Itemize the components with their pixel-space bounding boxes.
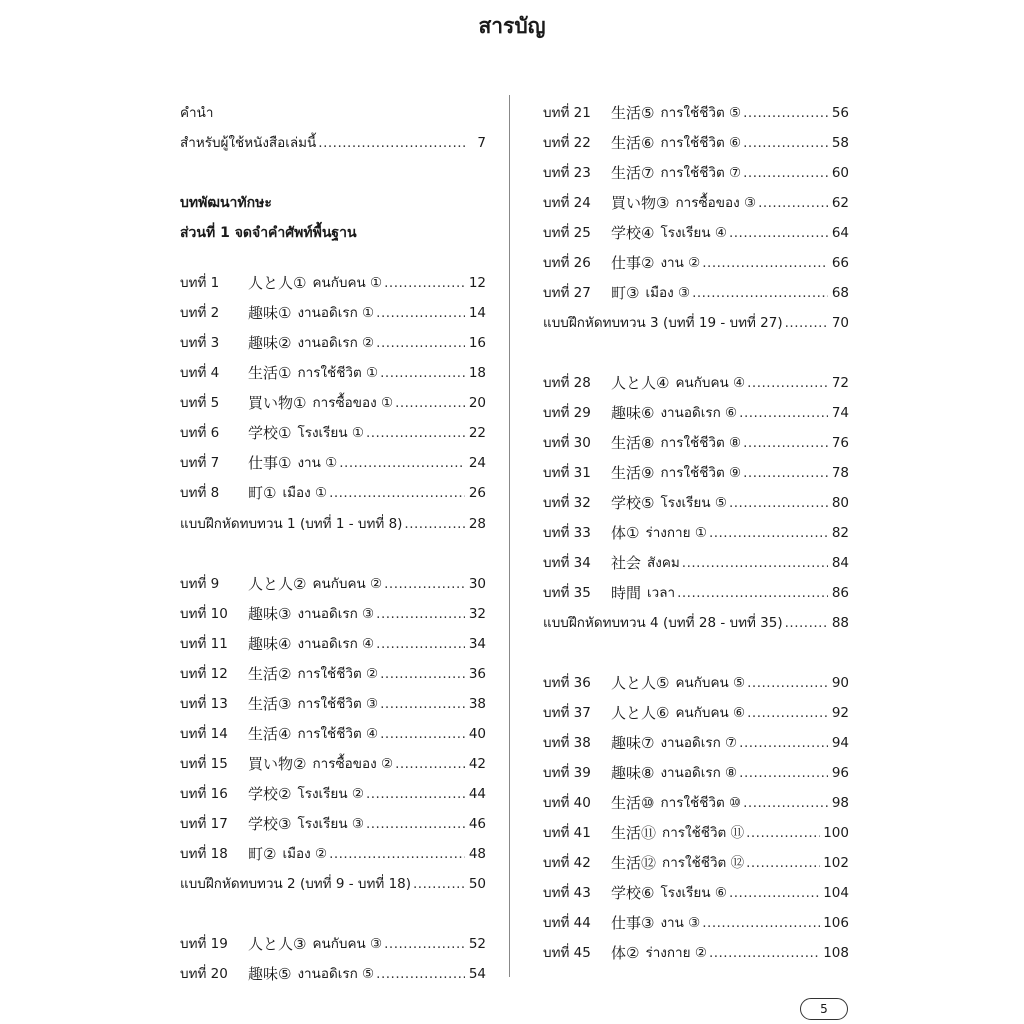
toc-lesson-entry	[543, 362, 849, 392]
lesson-label: บทที่ 25	[543, 225, 591, 241]
lesson-thai-title: ร่างกาย ②	[645, 945, 707, 961]
toc-lesson-entry	[180, 593, 486, 623]
lesson-label: บทที่ 40	[543, 795, 591, 811]
lesson-page: 56	[831, 105, 849, 121]
lesson-label: บทที่ 17	[180, 816, 228, 832]
toc-lesson-entry	[180, 412, 486, 442]
lesson-japanese-title: 人と人④	[611, 374, 670, 392]
dot-leader	[758, 194, 828, 212]
entry-page: 70	[831, 315, 849, 331]
lesson-thai-title: คนกับคน ①	[312, 275, 383, 291]
lesson-page: 102	[823, 855, 849, 871]
lesson-page: 108	[823, 945, 849, 961]
lesson-page: 26	[468, 485, 486, 501]
toc-lesson-entry	[543, 512, 849, 542]
dot-leader	[384, 935, 465, 953]
toc-entry	[180, 92, 486, 122]
lesson-page: 20	[468, 395, 486, 411]
toc-lesson-entry	[543, 572, 849, 602]
lesson-page: 64	[831, 225, 849, 241]
lesson-label: บทที่ 1	[180, 275, 220, 291]
toc-lesson-entry	[180, 653, 486, 683]
lesson-thai-title: โรงเรียน ②	[297, 786, 364, 802]
lesson-label: บทที่ 33	[543, 525, 591, 541]
toc-lesson-entry	[180, 352, 486, 382]
lesson-japanese-title: 生活①	[248, 364, 292, 382]
lesson-japanese-title: 趣味②	[248, 334, 292, 352]
lesson-page: 42	[468, 756, 486, 772]
lesson-japanese-title: 人と人⑤	[611, 674, 670, 692]
lesson-thai-title: โรงเรียน ④	[660, 225, 727, 241]
lesson-page: 38	[468, 696, 486, 712]
page-number: 5	[800, 998, 848, 1020]
lesson-thai-title: งาน ②	[660, 255, 701, 271]
dot-leader	[384, 274, 465, 292]
lesson-thai-title: การใช้ชีวิต ⑩	[660, 795, 742, 811]
dot-leader	[384, 575, 465, 593]
toc-lesson-entry	[180, 953, 486, 983]
lesson-label: บทที่ 3	[180, 335, 220, 351]
dot-leader	[739, 734, 828, 752]
lesson-thai-title: คนกับคน ④	[675, 375, 746, 391]
dot-leader	[729, 884, 820, 902]
toc-lesson-entry	[543, 872, 849, 902]
toc-lesson-entry	[180, 563, 486, 593]
dot-leader	[739, 404, 828, 422]
lesson-label: บทที่ 42	[543, 855, 591, 871]
entry-text: แบบฝึกหัดทบทวน 3 (บทที่ 19 - บทที่ 27)	[543, 315, 783, 331]
lesson-japanese-title: 町③	[611, 284, 640, 302]
lesson-label: บทที่ 2	[180, 305, 220, 321]
toc-lesson-entry	[180, 923, 486, 953]
toc-lesson-entry	[543, 782, 849, 812]
toc-entry	[180, 503, 486, 533]
toc-lesson-entry	[543, 542, 849, 572]
lesson-thai-title: งานอดิเรก ①	[297, 305, 375, 321]
lesson-page: 12	[468, 275, 486, 291]
lesson-label: บทที่ 11	[180, 636, 228, 652]
dot-leader	[702, 254, 828, 272]
dot-leader	[747, 374, 828, 392]
lesson-thai-title: โรงเรียน ⑥	[660, 885, 727, 901]
lesson-japanese-title: 学校④	[611, 224, 655, 242]
lesson-page: 66	[831, 255, 849, 271]
lesson-page: 82	[831, 525, 849, 541]
lesson-thai-title: งานอดิเรก ②	[297, 335, 375, 351]
dot-leader	[746, 854, 820, 872]
lesson-page: 72	[831, 375, 849, 391]
lesson-label: บทที่ 13	[180, 696, 228, 712]
lesson-label: บทที่ 28	[543, 375, 591, 391]
lesson-label: บทที่ 10	[180, 606, 228, 622]
lesson-japanese-title: 学校⑤	[611, 494, 655, 512]
lesson-label: บทที่ 24	[543, 195, 591, 211]
lesson-thai-title: งาน ①	[297, 455, 338, 471]
lesson-japanese-title: 町①	[248, 484, 277, 502]
dot-leader	[376, 965, 465, 983]
lesson-japanese-title: 体①	[611, 524, 640, 542]
lesson-label: บทที่ 38	[543, 735, 591, 751]
lesson-page: 52	[468, 936, 486, 952]
dot-leader	[329, 845, 465, 863]
toc-lesson-entry	[180, 472, 486, 502]
lesson-japanese-title: 趣味④	[248, 635, 292, 653]
toc-lesson-entry	[180, 803, 486, 833]
dot-leader	[339, 454, 465, 472]
toc-lesson-entry	[543, 452, 849, 482]
lesson-page: 96	[831, 765, 849, 781]
lesson-japanese-title: 体②	[611, 944, 640, 962]
toc-section-heading	[180, 182, 486, 212]
dot-leader	[376, 605, 465, 623]
lesson-page: 32	[468, 606, 486, 622]
dot-leader	[785, 614, 828, 632]
toc-entry	[543, 602, 849, 632]
toc-lesson-entry	[543, 152, 849, 182]
lesson-page: 14	[468, 305, 486, 321]
toc-lesson-entry	[543, 812, 849, 842]
lesson-page: 62	[831, 195, 849, 211]
dot-leader	[743, 464, 828, 482]
lesson-label: บทที่ 12	[180, 666, 228, 682]
toc-lesson-entry	[180, 743, 486, 773]
lesson-thai-title: เวลา	[647, 585, 676, 601]
lesson-japanese-title: 生活②	[248, 665, 292, 683]
toc-entry	[180, 122, 486, 152]
lesson-thai-title: การใช้ชีวิต ②	[297, 666, 379, 682]
toc-lesson-entry	[180, 382, 486, 412]
lesson-japanese-title: 生活③	[248, 695, 292, 713]
lesson-label: บทที่ 31	[543, 465, 591, 481]
lesson-page: 68	[831, 285, 849, 301]
toc-lesson-entry	[180, 623, 486, 653]
lesson-thai-title: งานอดิเรก ③	[297, 606, 375, 622]
lesson-japanese-title: 時間	[611, 584, 642, 602]
dot-leader	[747, 674, 828, 692]
lesson-thai-title: โรงเรียน ③	[297, 816, 364, 832]
lesson-label: บทที่ 32	[543, 495, 591, 511]
toc-lesson-entry	[543, 902, 849, 932]
toc-section-heading	[180, 212, 486, 242]
lesson-japanese-title: 仕事①	[248, 454, 292, 472]
lesson-thai-title: เมือง ②	[282, 846, 328, 862]
lesson-page: 84	[831, 555, 849, 571]
lesson-thai-title: งานอดิเรก ④	[297, 636, 375, 652]
heading-text: ส่วนที่ 1 จดจำคำศัพท์พื้นฐาน	[180, 225, 357, 241]
dot-leader	[682, 554, 828, 572]
lesson-page: 86	[831, 585, 849, 601]
toc-lesson-entry	[180, 713, 486, 743]
lesson-thai-title: งานอดิเรก ⑤	[297, 966, 375, 982]
lesson-japanese-title: 学校①	[248, 424, 292, 442]
lesson-label: บทที่ 23	[543, 165, 591, 181]
lesson-japanese-title: 趣味③	[248, 605, 292, 623]
lesson-thai-title: งานอดิเรก ⑥	[660, 405, 738, 421]
dot-leader	[677, 584, 828, 602]
lesson-japanese-title: 生活⑩	[611, 794, 655, 812]
lesson-label: บทที่ 8	[180, 485, 220, 501]
dot-leader	[729, 224, 828, 242]
dot-leader	[376, 635, 465, 653]
lesson-page: 100	[823, 825, 849, 841]
toc-lesson-entry	[180, 322, 486, 352]
lesson-thai-title: คนกับคน ③	[312, 936, 383, 952]
lesson-thai-title: เมือง ①	[282, 485, 328, 501]
lesson-thai-title: การใช้ชีวิต ⑫	[662, 855, 745, 871]
lesson-label: บทที่ 29	[543, 405, 591, 421]
lesson-japanese-title: 社会	[611, 554, 642, 572]
toc-lesson-entry	[180, 773, 486, 803]
lesson-thai-title: การซื้อของ ③	[675, 195, 757, 211]
toc-entry	[180, 863, 486, 893]
dot-leader	[366, 785, 465, 803]
lesson-thai-title: งานอดิเรก ⑧	[660, 765, 738, 781]
lesson-thai-title: การใช้ชีวิต ⑥	[660, 135, 742, 151]
entry-text: แบบฝึกหัดทบทวน 1 (บทที่ 1 - บทที่ 8)	[180, 516, 403, 532]
lesson-japanese-title: 趣味⑦	[611, 734, 655, 752]
toc-lesson-entry	[543, 212, 849, 242]
toc-lesson-entry	[543, 752, 849, 782]
toc-lesson-entry	[543, 422, 849, 452]
lesson-label: บทที่ 26	[543, 255, 591, 271]
lesson-japanese-title: 買い物①	[248, 394, 307, 412]
lesson-thai-title: คนกับคน ②	[312, 576, 383, 592]
lesson-label: บทที่ 45	[543, 945, 591, 961]
lesson-label: บทที่ 4	[180, 365, 220, 381]
lesson-page: 104	[823, 885, 849, 901]
lesson-page: 34	[468, 636, 486, 652]
dot-leader	[329, 484, 465, 502]
lesson-label: บทที่ 18	[180, 846, 228, 862]
lesson-page: 92	[831, 705, 849, 721]
lesson-page: 60	[831, 165, 849, 181]
lesson-japanese-title: 趣味⑥	[611, 404, 655, 422]
lesson-label: บทที่ 43	[543, 885, 591, 901]
dot-leader	[404, 515, 465, 533]
dot-leader	[743, 104, 828, 122]
dot-leader	[380, 725, 465, 743]
dot-leader	[729, 494, 828, 512]
lesson-label: บทที่ 9	[180, 576, 220, 592]
toc-lesson-entry	[543, 92, 849, 122]
lesson-japanese-title: 仕事②	[611, 254, 655, 272]
lesson-japanese-title: 生活⑤	[611, 104, 655, 122]
dot-leader	[743, 134, 828, 152]
lesson-page: 94	[831, 735, 849, 751]
lesson-japanese-title: 買い物②	[248, 755, 307, 773]
dot-leader	[413, 875, 465, 893]
dot-leader	[395, 755, 465, 773]
lesson-page: 22	[468, 425, 486, 441]
lesson-thai-title: การใช้ชีวิต ⑤	[660, 105, 742, 121]
lesson-label: บทที่ 34	[543, 555, 591, 571]
lesson-japanese-title: 生活⑧	[611, 434, 655, 452]
lesson-page: 40	[468, 726, 486, 742]
lesson-thai-title: คนกับคน ⑤	[675, 675, 746, 691]
dot-leader	[376, 334, 465, 352]
dot-leader	[746, 824, 820, 842]
lesson-japanese-title: 学校⑥	[611, 884, 655, 902]
toc-lesson-entry	[180, 442, 486, 472]
toc-lesson-entry	[543, 722, 849, 752]
dot-leader	[380, 695, 465, 713]
dot-leader	[747, 704, 828, 722]
column-divider	[509, 95, 510, 977]
lesson-page: 90	[831, 675, 849, 691]
lesson-thai-title: การใช้ชีวิต ⑦	[660, 165, 742, 181]
lesson-label: บทที่ 27	[543, 285, 591, 301]
lesson-page: 24	[468, 455, 486, 471]
lesson-page: 16	[468, 335, 486, 351]
toc-lesson-entry	[180, 683, 486, 713]
lesson-page: 80	[831, 495, 849, 511]
lesson-label: บทที่ 36	[543, 675, 591, 691]
lesson-label: บทที่ 21	[543, 105, 591, 121]
dot-leader	[395, 394, 465, 412]
lesson-thai-title: การใช้ชีวิต ⑪	[662, 825, 745, 841]
lesson-japanese-title: 町②	[248, 845, 277, 863]
lesson-page: 46	[468, 816, 486, 832]
lesson-label: บทที่ 15	[180, 756, 228, 772]
lesson-japanese-title: 趣味①	[248, 304, 292, 322]
lesson-page: 74	[831, 405, 849, 421]
lesson-label: บทที่ 30	[543, 435, 591, 451]
lesson-label: บทที่ 22	[543, 135, 591, 151]
lesson-japanese-title: 学校③	[248, 815, 292, 833]
lesson-page: 106	[823, 915, 849, 931]
lesson-thai-title: งานอดิเรก ⑦	[660, 735, 738, 751]
lesson-thai-title: เมือง ③	[645, 285, 691, 301]
page-title: สารบัญ	[478, 14, 546, 38]
dot-leader	[380, 665, 465, 683]
lesson-thai-title: การซื้อของ ②	[312, 756, 394, 772]
lesson-japanese-title: 人と人⑥	[611, 704, 670, 722]
dot-leader	[692, 284, 828, 302]
lesson-japanese-title: 生活⑨	[611, 464, 655, 482]
lesson-thai-title: การใช้ชีวิต ①	[297, 365, 379, 381]
lesson-japanese-title: 仕事③	[611, 914, 655, 932]
lesson-label: บทที่ 20	[180, 966, 228, 982]
lesson-page: 36	[468, 666, 486, 682]
dot-leader	[709, 524, 828, 542]
entry-text: แบบฝึกหัดทบทวน 2 (บทที่ 9 - บทที่ 18)	[180, 876, 412, 892]
lesson-thai-title: คนกับคน ⑥	[675, 705, 746, 721]
lesson-page: 18	[468, 365, 486, 381]
entry-text: คำนำ	[180, 105, 214, 121]
heading-text: บทพัฒนาทักษะ	[180, 195, 272, 211]
lesson-page: 48	[468, 846, 486, 862]
dot-leader	[739, 764, 828, 782]
lesson-label: บทที่ 5	[180, 395, 220, 411]
entry-page: 50	[468, 876, 486, 892]
toc-lesson-entry	[543, 182, 849, 212]
lesson-japanese-title: 人と人①	[248, 274, 307, 292]
lesson-label: บทที่ 19	[180, 936, 228, 952]
lesson-label: บทที่ 35	[543, 585, 591, 601]
entry-page: 88	[831, 615, 849, 631]
lesson-japanese-title: 趣味⑧	[611, 764, 655, 782]
lesson-thai-title: การใช้ชีวิต ④	[297, 726, 379, 742]
dot-leader	[376, 304, 465, 322]
dot-leader	[366, 424, 465, 442]
dot-leader	[743, 794, 828, 812]
lesson-japanese-title: 趣味⑤	[248, 965, 292, 983]
toc-entry	[543, 302, 849, 332]
dot-leader	[318, 134, 465, 152]
toc-lesson-entry	[180, 292, 486, 322]
lesson-thai-title: ร่างกาย ①	[645, 525, 707, 541]
lesson-japanese-title: 生活⑪	[611, 824, 657, 842]
entry-text: สำหรับผู้ใช้หนังสือเล่มนี้	[180, 135, 317, 151]
lesson-page: 78	[831, 465, 849, 481]
lesson-japanese-title: 生活④	[248, 725, 292, 743]
dot-leader	[743, 434, 828, 452]
dot-leader	[743, 164, 828, 182]
lesson-page: 98	[831, 795, 849, 811]
lesson-japanese-title: 学校②	[248, 785, 292, 803]
toc-lesson-entry	[543, 692, 849, 722]
dot-leader	[702, 914, 820, 932]
lesson-label: บทที่ 44	[543, 915, 591, 931]
lesson-japanese-title: 人と人②	[248, 575, 307, 593]
lesson-label: บทที่ 39	[543, 765, 591, 781]
toc-lesson-entry	[543, 932, 849, 962]
lesson-japanese-title: 買い物③	[611, 194, 670, 212]
lesson-thai-title: โรงเรียน ⑤	[660, 495, 727, 511]
entry-text: แบบฝึกหัดทบทวน 4 (บทที่ 28 - บทที่ 35)	[543, 615, 783, 631]
lesson-thai-title: การใช้ชีวิต ③	[297, 696, 379, 712]
lesson-label: บทที่ 41	[543, 825, 591, 841]
lesson-label: บทที่ 37	[543, 705, 591, 721]
toc-lesson-entry	[543, 662, 849, 692]
dot-leader	[366, 815, 465, 833]
lesson-label: บทที่ 7	[180, 455, 220, 471]
toc-lesson-entry	[180, 262, 486, 292]
toc-lesson-entry	[180, 833, 486, 863]
lesson-thai-title: การซื้อของ ①	[312, 395, 394, 411]
lesson-page: 54	[468, 966, 486, 982]
lesson-thai-title: สังคม	[647, 555, 680, 571]
dot-leader	[380, 364, 465, 382]
lesson-thai-title: การใช้ชีวิต ⑨	[660, 465, 742, 481]
dot-leader	[709, 944, 820, 962]
toc-lesson-entry	[543, 392, 849, 422]
lesson-thai-title: งาน ③	[660, 915, 701, 931]
entry-page: 7	[477, 135, 486, 151]
lesson-japanese-title: 人と人③	[248, 935, 307, 953]
lesson-page: 30	[468, 576, 486, 592]
lesson-japanese-title: 生活⑥	[611, 134, 655, 152]
toc-lesson-entry	[543, 242, 849, 272]
entry-page: 28	[468, 516, 486, 532]
lesson-thai-title: การใช้ชีวิต ⑧	[660, 435, 742, 451]
lesson-label: บทที่ 6	[180, 425, 220, 441]
lesson-page: 44	[468, 786, 486, 802]
lesson-page: 76	[831, 435, 849, 451]
dot-leader	[785, 314, 828, 332]
toc-lesson-entry	[543, 272, 849, 302]
toc-lesson-entry	[543, 482, 849, 512]
toc-lesson-entry	[543, 842, 849, 872]
lesson-japanese-title: 生活⑦	[611, 164, 655, 182]
lesson-label: บทที่ 16	[180, 786, 228, 802]
lesson-label: บทที่ 14	[180, 726, 228, 742]
lesson-thai-title: โรงเรียน ①	[297, 425, 364, 441]
toc-lesson-entry	[543, 122, 849, 152]
lesson-page: 58	[831, 135, 849, 151]
lesson-japanese-title: 生活⑫	[611, 854, 657, 872]
